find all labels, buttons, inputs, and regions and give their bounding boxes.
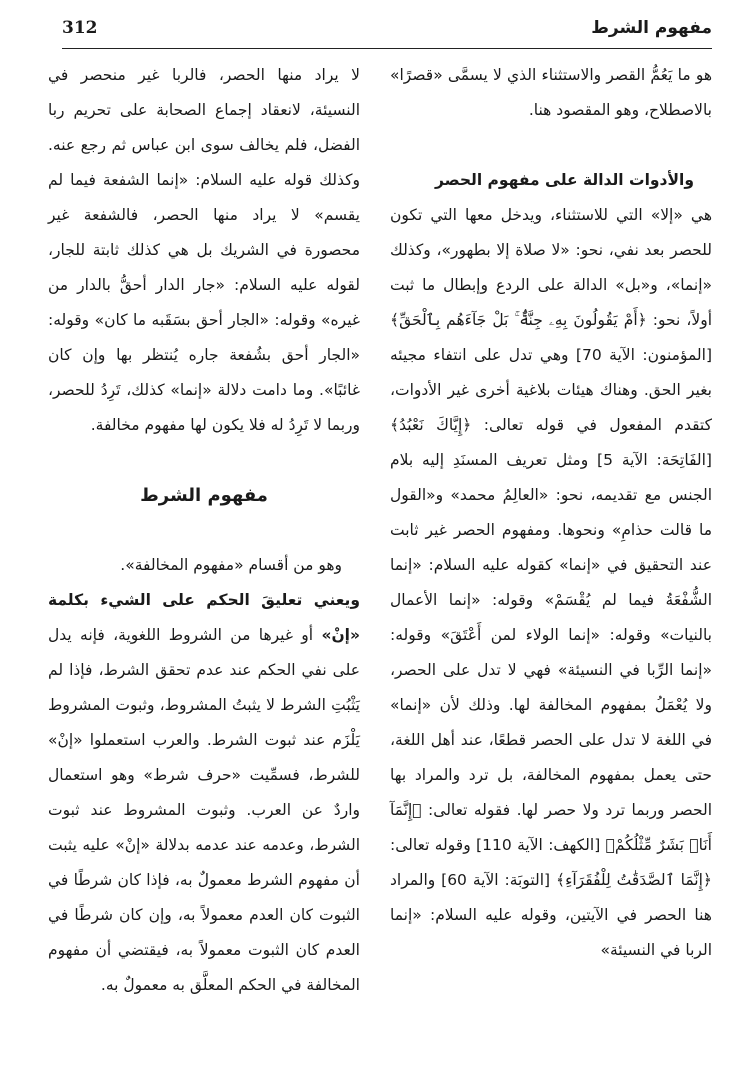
paragraph: هي «إلا» التي للاستثناء، ويدخل معها التي تكون للحصر بعد نفي، نحو: «لا صلاة إلا بطهور»، وكذلك «إنما»، و«بل» الدالة على الردع وإبطال ما ثبت أولاً، نحو: ﴿أَمْ يَقُولُونَ بِهِۦ جِنَّةٌۢ ۚ بَلْ جَآءَهُم بِٱلْحَقِّ﴾ [المؤمنون: الآية 70] وهي تدل على انتفاء مجيئه بغير الحق. وهناك هيئات بلاغية أخرى غير الأدوات، كتقدم المفعول في قوله تعالى: ﴿إِيَّاكَ نَعْبُدُ﴾ [الفَاتِحَة: الآية 5] ومثل تعريف المسنَدِ إليه بلام الجنس مع تقديمه، نحو: «العالِمُ محمد» و«القول ما قالت حذامِ» ونحوها. ومفهوم الحصر غير ثابت عند التحقيق في «إنما» كقوله عليه السلام: «إنما الشُّفْعَةُ فيما لم يُقْسَمْ» وقوله: «إنما الأعمال بالنيات» وقوله: «إنما الولاء لمن أَعْتَقَ» وقوله: «إنما الرِّبا في النسيئة» فهي لا تدل على الحصر، ولا يُعْمَلُ بمفهوم المخالفة لها. وذلك لأن «إنما» في اللغة لا تدل على الحصر قطعًا، عند أهل اللغة، حتى يعمل بمفهوم المخالفة، بل ترد والمراد بها الحصر وربما ترد ولا حصر لها. فقوله تعالى: ﴿إِنَّمَآ أَنَا۠ بَشَرٌ مِّثْلُكُمْ﴾ [الكهف: الآية 110] وقوله تعالى: ﴿إِنَّمَا ٱلصَّدَقَٰتُ لِلْفُقَرَآءِ﴾ [التوبَة: الآية 60] والمراد هنا الحصر في الآيتين، وقوله عليه السلام: «إنما الربا في النسيئة» <box>390 206 712 959</box>
section-title: مفهوم الشرط <box>140 485 268 506</box>
right-column <box>390 58 712 968</box>
paragraph: لا يراد منها الحصر، فالربا غير منحصر في النسيئة، لانعقاد إجماع الصحابة على تحريم ربا الفضل، فلم يخالف سوى ابن عباس ثم رجع عنه. وكذلك قوله عليه السلام: «إنما الشفعة فيما لم يقسم» لا يراد منها الحصر، فالشفعة غير محصورة في الشريك بل هي كذلك ثابتة للجار، لقوله عليه السلام: «جار الدار أحقُّ بالدار من غيره» وقوله: «الجار أحق بسَقَبه ما كان» وقوله: «الجار أحق بشُفعة جاره يُنتظر بها وإن كان غائبًا». وما دامت دلالة «إنما» كذلك، تَرِدُ للحصر، وربما لا تَرِدُ له فلا يكون لها مفهوم مخالفة. <box>48 66 360 434</box>
page-header <box>62 18 712 49</box>
paragraph: هو ما يَعُمُّ القصر والاستثناء الذي لا يسمَّى «قصرًا» بالاصطلاح، وهو المقصود هنا. <box>390 66 712 119</box>
definition-body: أو غيرها من الشروط اللغوية، فإنه يدل على نفي الحكم عند عدم تحقق الشرط، فإذا لم يَثْبُتِ الشرط لا يثبتُ المشروط، وثبوت المشروط يَلْزَم عند ثبوت الشرط. والعرب استعملوا «إنْ» للشرط، فسمِّيت «حرف شرط» وهو استعمال واردٌ عن العرب. وثبوت المشروط عند ثبوت الشرط، وعدمه عند عدمه بدلالة «إنْ» عليه يثبت أن مفهوم الشرط معمولٌ به، فإذا كان شرطًا في الثبوت كان العدم معمولاً به، وإن كان شرطًا في العدم كان الثبوت معمولاً به، فيقتضي أن مفهوم المخالفة في الحكم المعلَّق به معمولٌ به. <box>48 626 360 994</box>
left-column <box>48 58 360 1003</box>
subheading-paragraph <box>390 163 712 198</box>
paragraph <box>48 583 360 1003</box>
inline-heading: والأدوات الدالة على مفهوم الحصر <box>434 171 694 189</box>
running-head: مفهوم الشرط <box>591 18 712 38</box>
definition-lead: ويعني تعليقَ الحكم على الشيء بكلمة «إنْ» <box>48 591 361 644</box>
page-number: 312 <box>62 18 98 38</box>
paragraph: وهو من أقسام «مفهوم المخالفة». <box>120 556 342 574</box>
